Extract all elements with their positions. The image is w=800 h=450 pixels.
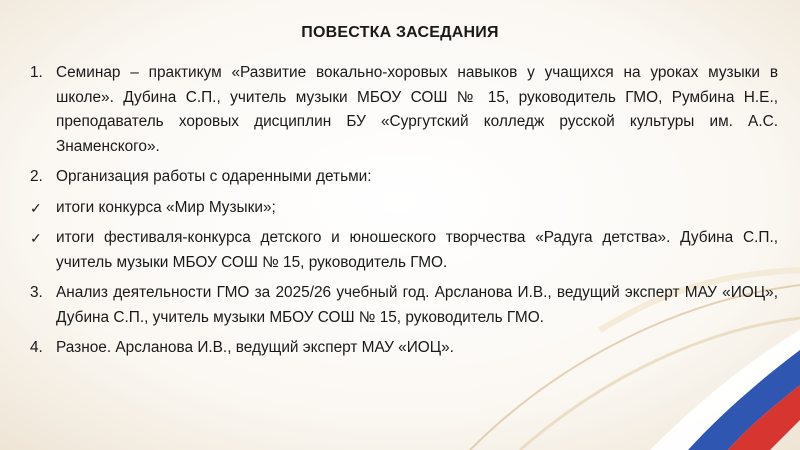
agenda-item-4 (30, 336, 778, 361)
agenda-subitem-festival (30, 226, 778, 275)
agenda-item-1 (30, 61, 778, 159)
checkmark-icon: ✓ (30, 230, 42, 246)
item-text: Разное. Арсланова И.В., ведущий эксперт МАУ «ИОЦ». (56, 339, 454, 356)
item-text: Организация работы с одаренными детьми: (56, 168, 372, 185)
item-number: 4. (30, 339, 43, 356)
item-number: 2. (30, 168, 43, 185)
item-text: итоги конкурса «Мир Музыки»; (56, 198, 276, 216)
item-number: 3. (30, 284, 43, 301)
item-text: Семинар – практикум «Развитие вокально-хоровых навыков у учащихся на уроках музыки в школе». Дубина С.П., учитель музыки МБОУ СОШ № 15, руководитель ГМО, Румбина Н.Е., преподаватель хоровых дисциплин БУ «Сургутский колледж русской культуры им. А.С. Знаменского». (56, 64, 778, 155)
agenda-item-2 (30, 165, 778, 190)
item-number: 1. (30, 64, 43, 81)
page-title: ПОВЕСТКА ЗАСЕДАНИЯ (301, 24, 499, 41)
agenda-item-3 (30, 281, 778, 330)
agenda-subitem-contest (30, 196, 778, 221)
checkmark-icon: ✓ (30, 199, 42, 216)
item-text: итоги фестиваля-конкурса детского и юношеского творчества «Радуга детства». Дубина С.П., учитель музыки МБОУ СОШ № 15, руководитель ГМО. (56, 229, 778, 271)
item-text: Анализ деятельности ГМО за 2025/26 учебный год. Арсланова И.В., ведущий эксперт МАУ «ИОЦ», Дубина С.П., учитель музыки МБОУ СОШ № 15, руководитель ГМО. (56, 284, 778, 326)
agenda-list (30, 61, 778, 367)
